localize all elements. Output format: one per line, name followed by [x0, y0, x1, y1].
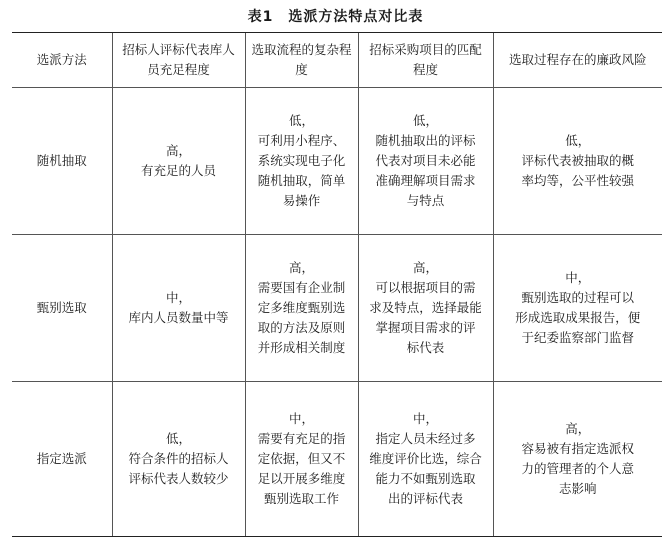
cell-line: 志影响: [558, 481, 597, 496]
cell-line: 与特点: [406, 193, 445, 208]
cell-line: 高，: [288, 260, 314, 275]
cell-line: 甄别选取的过程可以: [521, 290, 634, 305]
header-process: 选取流程的复杂程度: [245, 33, 358, 88]
cell-line: 定多维度甄别选: [257, 300, 346, 315]
cell-line: 评标代表被抽取的概: [521, 153, 634, 168]
cell-pool: [112, 88, 245, 235]
cell-line: 低，: [412, 113, 438, 128]
cell-line: 准确理解项目需求: [375, 173, 476, 188]
cell-line: 形成选取成果报告，便: [515, 310, 641, 325]
cell-line: 库内人员数量中等: [128, 310, 229, 325]
cell-line: 高，: [565, 421, 591, 436]
cell-line: 符合条件的招标人: [128, 451, 229, 466]
cell-line: 低，: [565, 133, 591, 148]
cell-line: 系统实现电子化: [257, 153, 346, 168]
cell-line: 能力不如甄别选取: [375, 471, 476, 486]
cell-method: 甄别选取: [12, 235, 112, 382]
cell-line: 标代表: [406, 340, 445, 355]
cell-line: 率均等，公平性较强: [521, 173, 634, 188]
table-row: [12, 382, 662, 537]
header-pool: 招标人评标代表库人员充足程度: [112, 33, 245, 88]
cell-line: 定依据，但又不: [257, 451, 346, 466]
cell-line: 容易被有指定选派权: [521, 441, 634, 456]
cell-pool: [112, 382, 245, 537]
cell-risk: [493, 382, 662, 537]
cell-risk: [493, 235, 662, 382]
cell-line: 评标代表人数较少: [128, 471, 229, 486]
cell-line: 指定人员未经过多: [375, 431, 476, 446]
cell-method: 指定选派: [12, 382, 112, 537]
cell-line: 随机抽取，简单: [257, 173, 346, 188]
header-risk: 选取过程存在的廉政风险: [493, 33, 662, 88]
cell-pool: [112, 235, 245, 382]
cell-match: [358, 382, 493, 537]
cell-line: 甄别选取工作: [263, 491, 339, 506]
cell-line: 力的管理者的个人意: [521, 461, 634, 476]
cell-line: 需要有充足的指: [257, 431, 346, 446]
header-method: 选派方法: [12, 33, 112, 88]
header-match: 招标采购项目的匹配程度: [358, 33, 493, 88]
cell-line: 可利用小程序、: [257, 133, 346, 148]
comparison-table: [12, 32, 662, 537]
cell-line: 中，: [412, 411, 438, 426]
table-row: [12, 235, 662, 382]
cell-match: [358, 88, 493, 235]
table-caption: 表1 选派方法特点对比表: [247, 9, 424, 25]
cell-line: 高，: [412, 260, 438, 275]
cell-line: 低，: [288, 113, 314, 128]
cell-line: 中，: [565, 270, 591, 285]
cell-risk: [493, 88, 662, 235]
cell-line: 高，: [165, 143, 191, 158]
table-row: [12, 88, 662, 235]
cell-line: 有充足的人员: [140, 163, 216, 178]
cell-method: 随机抽取: [12, 88, 112, 235]
cell-line: 并形成相关制度: [257, 340, 346, 355]
cell-line: 求及特点，选择最能: [369, 300, 482, 315]
cell-line: 维度评价比选，综合: [369, 451, 482, 466]
cell-line: 可以根据项目的需: [375, 280, 476, 295]
cell-process: [245, 382, 358, 537]
cell-line: 出的评标代表: [387, 491, 463, 506]
cell-line: 低，: [165, 431, 191, 446]
cell-line: 易操作: [282, 193, 321, 208]
cell-line: 需要国有企业制: [257, 280, 346, 295]
cell-line: 中，: [288, 411, 314, 426]
cell-process: [245, 235, 358, 382]
cell-line: 代表对项目未必能: [375, 153, 476, 168]
cell-line: 掌握项目需求的评: [375, 320, 476, 335]
cell-line: 中，: [165, 290, 191, 305]
header-row: [12, 33, 662, 88]
cell-match: [358, 235, 493, 382]
cell-process: [245, 88, 358, 235]
cell-line: 取的方法及原则: [257, 320, 346, 335]
cell-line: 随机抽取出的评标: [375, 133, 476, 148]
cell-line: 足以开展多维度: [257, 471, 346, 486]
cell-line: 于纪委监察部门监督: [521, 330, 634, 345]
